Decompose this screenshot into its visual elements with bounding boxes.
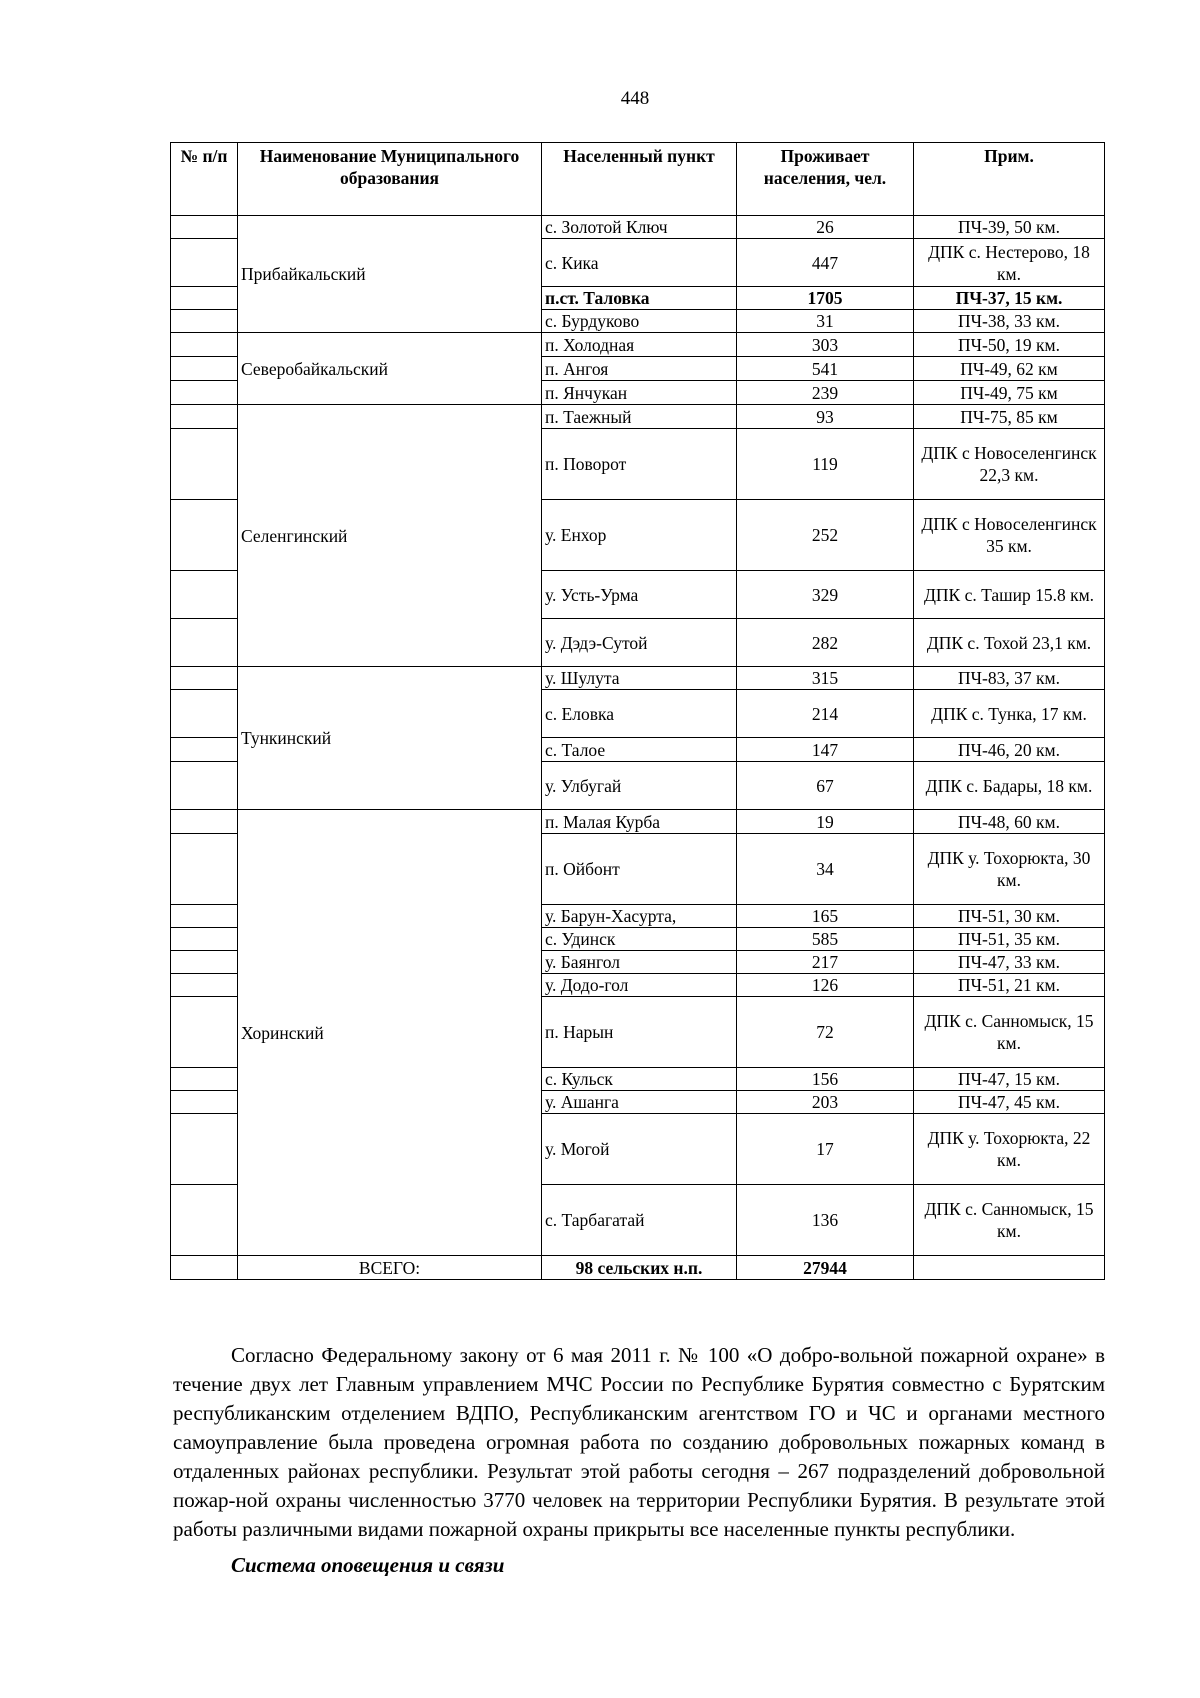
note-cell: ПЧ-39, 50 км. xyxy=(914,216,1105,239)
settlement-cell: п. Янчукан xyxy=(542,381,737,405)
population-cell: 203 xyxy=(737,1091,914,1114)
note-cell: ПЧ-47, 45 км. xyxy=(914,1091,1105,1114)
note-cell: ДПК с Новоселенгинск 22,3 км. xyxy=(914,429,1105,500)
note-cell: ДПК с. Тохой 23,1 км. xyxy=(914,619,1105,667)
municipality-cell: Северобайкальский xyxy=(238,333,542,405)
settlement-cell: у. Улбугай xyxy=(542,762,737,810)
population-cell: 329 xyxy=(737,571,914,619)
header-num: № п/п xyxy=(171,143,238,216)
note-cell: ДПК с. Санномыск, 15 км. xyxy=(914,997,1105,1068)
total-label: ВСЕГО: xyxy=(238,1256,542,1280)
note-cell: ДПК с. Санномыск, 15 км. xyxy=(914,1185,1105,1256)
settlement-cell: с. Еловка xyxy=(542,690,737,738)
settlement-cell: у. Додо-гол xyxy=(542,974,737,997)
settlement-cell: с. Золотой Ключ xyxy=(542,216,737,239)
settlement-cell: п. Ангоя xyxy=(542,357,737,381)
population-cell: 31 xyxy=(737,310,914,333)
header-municipality: Наименование Муниципального образования xyxy=(238,143,542,216)
population-cell: 1705 xyxy=(737,287,914,310)
municipality-cell: Селенгинский xyxy=(238,405,542,667)
settlement-cell: с. Бурдуково xyxy=(542,310,737,333)
total-row xyxy=(171,1256,1105,1280)
header-note: Прим. xyxy=(914,143,1105,216)
population-cell: 17 xyxy=(737,1114,914,1185)
note-cell: ДПК у. Тохорюкта, 30 км. xyxy=(914,834,1105,905)
population-cell: 19 xyxy=(737,810,914,834)
population-cell: 136 xyxy=(737,1185,914,1256)
population-cell: 239 xyxy=(737,381,914,405)
note-cell: ДПК с. Ташир 15.8 км. xyxy=(914,571,1105,619)
settlement-cell: у. Баянгол xyxy=(542,951,737,974)
settlement-cell: у. Усть-Урма xyxy=(542,571,737,619)
municipality-cell: Тункинский xyxy=(238,667,542,810)
note-cell: ПЧ-48, 60 км. xyxy=(914,810,1105,834)
header-settlement: Населенный пункт xyxy=(542,143,737,216)
settlement-cell: у. Енхор xyxy=(542,500,737,571)
settlement-cell: п. Таежный xyxy=(542,405,737,429)
settlement-cell: с. Кика xyxy=(542,239,737,287)
note-cell: ПЧ-51, 21 км. xyxy=(914,974,1105,997)
population-cell: 72 xyxy=(737,997,914,1068)
note-cell: ДПК с. Нестерово, 18 км. xyxy=(914,239,1105,287)
population-cell: 67 xyxy=(737,762,914,810)
settlement-cell: с. Удинск xyxy=(542,928,737,951)
settlement-cell: с. Тарбагатай xyxy=(542,1185,737,1256)
header-population: Проживает населения, чел. xyxy=(737,143,914,216)
note-cell: ПЧ-49, 62 км xyxy=(914,357,1105,381)
note-cell: ДПК с. Тунка, 17 км. xyxy=(914,690,1105,738)
population-cell: 147 xyxy=(737,738,914,762)
settlement-cell: п. Малая Курба xyxy=(542,810,737,834)
settlement-cell: с. Талое xyxy=(542,738,737,762)
note-cell: ПЧ-37, 15 км. xyxy=(914,287,1105,310)
section-subheading: Система оповещения и связи xyxy=(231,1553,505,1577)
table-row xyxy=(171,333,1105,357)
settlement-cell: п.ст. Таловка xyxy=(542,287,737,310)
table-row xyxy=(171,216,1105,239)
body-paragraph: Согласно Федеральному закону от 6 мая 2011 г. № 100 «О добро-вольной пожарной охране» в течение двух лет Главным управлением МЧС России по Республике Бурятия совместно с Бурятским республиканским отделением ВДПО, Республиканским агентством ГО и ЧС и органами местного самоуправление была проведена огромная работа по созданию добровольных пожарных команд в отдаленных районах республики. Результат этой работы сегодня – 267 подразделений добровольной пожар-ной охраны численностью 3770 человек на территории Республики Бурятия. В результате этой работы различными видами пожарной охраны прикрыты все населенные пункты республики. xyxy=(173,1343,1105,1541)
population-cell: 126 xyxy=(737,974,914,997)
population-cell: 315 xyxy=(737,667,914,690)
table-row xyxy=(171,405,1105,429)
table-row xyxy=(171,667,1105,690)
population-cell: 447 xyxy=(737,239,914,287)
municipality-cell: Хоринский xyxy=(238,810,542,1256)
note-cell: ПЧ-75, 85 км xyxy=(914,405,1105,429)
settlement-cell: п. Нарын xyxy=(542,997,737,1068)
table-row xyxy=(171,810,1105,834)
settlement-cell: у. Ашанга xyxy=(542,1091,737,1114)
note-cell: ПЧ-47, 33 км. xyxy=(914,951,1105,974)
note-cell: ПЧ-51, 30 км. xyxy=(914,905,1105,928)
settlement-cell: у. Шулута xyxy=(542,667,737,690)
settlement-cell: п. Поворот xyxy=(542,429,737,500)
note-cell: ДПК у. Тохорюкта, 22 км. xyxy=(914,1114,1105,1185)
municipality-cell: Прибайкальский xyxy=(238,216,542,333)
population-cell: 303 xyxy=(737,333,914,357)
population-cell: 585 xyxy=(737,928,914,951)
note-cell: ПЧ-38, 33 км. xyxy=(914,310,1105,333)
population-cell: 156 xyxy=(737,1068,914,1091)
population-cell: 252 xyxy=(737,500,914,571)
note-cell: ПЧ-83, 37 км. xyxy=(914,667,1105,690)
settlement-cell: у. Барун-Хасурта, xyxy=(542,905,737,928)
settlements-table xyxy=(170,142,1105,1280)
settlement-cell: с. Кульск xyxy=(542,1068,737,1091)
total-settlements: 98 сельских н.п. xyxy=(542,1256,737,1280)
note-cell: ПЧ-49, 75 км xyxy=(914,381,1105,405)
note-cell: ДПК с. Бадары, 18 км. xyxy=(914,762,1105,810)
population-cell: 119 xyxy=(737,429,914,500)
note-cell: ДПК с Новоселенгинск 35 км. xyxy=(914,500,1105,571)
total-population: 27944 xyxy=(737,1256,914,1280)
note-cell: ПЧ-50, 19 км. xyxy=(914,333,1105,357)
population-cell: 282 xyxy=(737,619,914,667)
settlement-cell: п. Холодная xyxy=(542,333,737,357)
note-cell: ПЧ-46, 20 км. xyxy=(914,738,1105,762)
page-number: 448 xyxy=(620,88,650,109)
settlement-cell: у. Дэдэ-Сутой xyxy=(542,619,737,667)
population-cell: 214 xyxy=(737,690,914,738)
note-cell: ПЧ-51, 35 км. xyxy=(914,928,1105,951)
population-cell: 34 xyxy=(737,834,914,905)
settlement-cell: у. Могой xyxy=(542,1114,737,1185)
population-cell: 541 xyxy=(737,357,914,381)
population-cell: 217 xyxy=(737,951,914,974)
note-cell: ПЧ-47, 15 км. xyxy=(914,1068,1105,1091)
population-cell: 93 xyxy=(737,405,914,429)
settlement-cell: п. Ойбонт xyxy=(542,834,737,905)
population-cell: 26 xyxy=(737,216,914,239)
population-cell: 165 xyxy=(737,905,914,928)
